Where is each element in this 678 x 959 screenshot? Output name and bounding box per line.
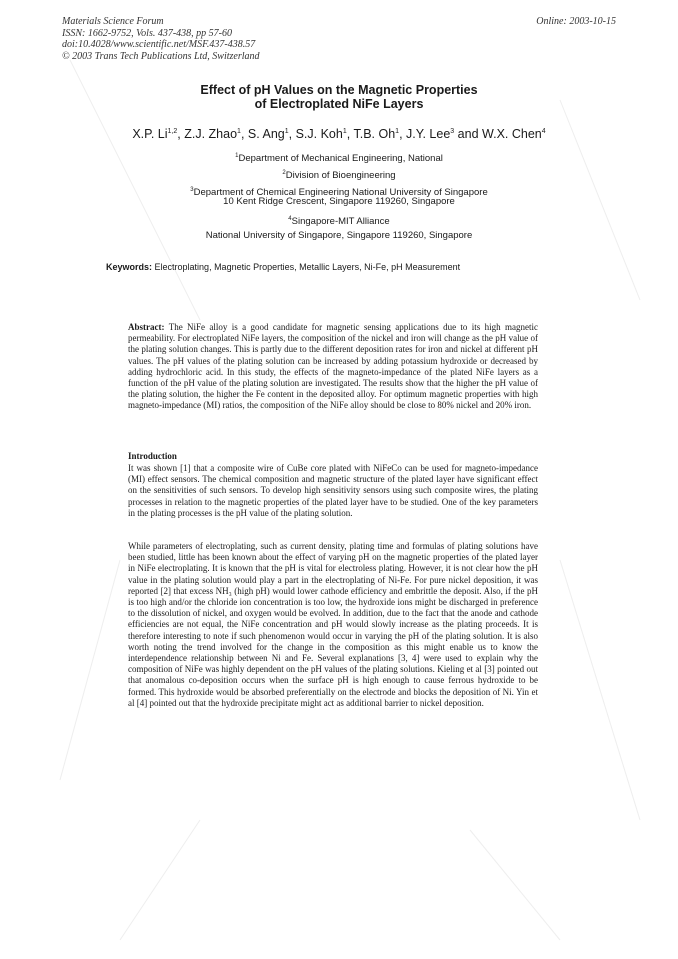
author: S.J. Koh$^1$ bbox=[295, 127, 347, 141]
introduction-paragraph-1: It was shown [1] that a composite wire of CuBe core plated with NiFeCo can be used for magneto-impedance (MI) effect sensors. The chemical composition and magnetic structure of the plated layer have significant effect on the sensitivities of such sensors. To develop high sensitivity sensors using such composite wires, the plating processes in relation to the magnetic properties of the plated layer have to be studied. One of the key parameters in the plating processes is the pH value of the plating solution. bbox=[128, 463, 538, 518]
author: W.X. Chen$^4$ bbox=[482, 127, 546, 141]
abstract-text: The NiFe alloy is a good candidate for magnetic sensing applications due to its high magnetic permeability. For electroplated NiFe layers, the composition of the nickel and iron will change as the pH value of the plating solution changes. This is partly due to the different deposition rates for iron and nickel at different pH values. The pH values of the plating solution can be increased by adding potassium hydroxide or decreased by adding hydrochloric acid. In this study, the effects of the magneto-impedance of the plated NiFe layers as a function of the pH value of the plating solution are investigated. The results show that the higher the pH value of the plating solution, the higher the Fe content in the deposited alloy. For optimum magnetic properties with high magneto-impedance (MI) ratios, the composition of the NiFe alloy should be close to 80% nickel and 20% iron. bbox=[128, 322, 538, 411]
affiliation-5: National University of Singapore, Singapore 119260, Singapore bbox=[205, 230, 473, 241]
author: T.B. Oh$^1$ bbox=[353, 127, 400, 141]
affiliation-4: $^4$Singapore-MIT Alliance bbox=[288, 216, 390, 228]
doi-line[interactable]: doi:10.4028/www.scientific.net/MSF.437-438.57 bbox=[62, 39, 256, 50]
title-line-1: Effect of pH Values on the Magnetic Properties bbox=[200, 83, 478, 97]
journal-name: Materials Science Forum bbox=[62, 16, 164, 27]
keywords-label: Keywords: bbox=[106, 262, 153, 272]
keywords-line bbox=[106, 262, 576, 272]
author: X.P. Li$^{1,2}$ bbox=[132, 127, 178, 141]
paper-title bbox=[100, 83, 578, 111]
introduction-paragraph-2: While parameters of electroplating, such as current density, plating time and formulas of plating solutions have been studied, little has been known about the effect of varying pH on the magnetic properties of the plated layer in NiFe electroplating. It is known that the pH is vital for electroless plating. However, it is not clear how the pH value in the plating solution would play a part in the electroplating of Ni-Fe. For pure nickel deposition, it was reported [2] that excess NH₃ (high pH) would lower cathode efficiency and embrittle the deposit. Also, if the pH is too high and/or the chloride ion concentration is too low, the hydroxide ions might be discharged in preference to the dissolution of nickel, and oxygen would be evolved. In addition, due to the fact that the anode and cathode efficiencies are not equal, the NiFe concentration and pH would slowly increase as the plating proceeds. It is therefore interesting to note if such phenomenon would occur in varying the pH of the plating solution. It is also worth noting the trend involved for the change in the composition as this might enable us to know the interdependence relationship between Ni and Fe. Several explanations [3, 4] were used to explain why the composition of NiFe was highly dependent on the pH values of the plating solutions. Kieling et al [3] pointed out that anomalous co-deposition occurs when the surface pH is high enough to cause ferrous hydroxide to be formed. This hydroxide would be absorbed preferentially on the electrode and blocks the deposition of Ni. Yin et al [4] pointed out that the hydroxide precipitate might act as additional barrier to nickel deposition. bbox=[128, 541, 538, 708]
author: Z.J. Zhao$^1$ bbox=[184, 127, 241, 141]
journal-header bbox=[62, 16, 260, 62]
affiliation-1: $^1$Department of Mechanical Engineering, National bbox=[235, 153, 443, 165]
author: J.Y. Lee$^3$ bbox=[406, 127, 455, 141]
online-date: Online: 2003-10-15 bbox=[536, 16, 616, 27]
keywords-text: Electroplating, Magnetic Properties, Metallic Layers, Ni-Fe, pH Measurement bbox=[154, 262, 461, 272]
affiliation-2: $^2$Division of Bioengineering bbox=[282, 170, 396, 182]
author-list: X.P. Li$^{1,2}$, Z.J. Zhao$^1$, S. Ang$^1$, S.J. Koh$^1$, T.B. Oh$^1$, J.Y. Lee$^3$ and W.X. Chen$^4$ bbox=[132, 127, 546, 141]
copyright-line: © 2003 Trans Tech Publications Ltd, Switzerland bbox=[62, 50, 260, 62]
title-line-2: of Electroplated NiFe Layers bbox=[254, 97, 424, 111]
abstract bbox=[128, 322, 538, 412]
author: S. Ang$^1$ bbox=[247, 127, 289, 141]
issn-line: ISSN: 1662-9752, Vols. 437-438, pp 57-60 bbox=[62, 27, 232, 39]
affiliation-3-address: 10 Kent Ridge Crescent, Singapore 119260, Singapore bbox=[223, 196, 455, 207]
introduction-heading: Introduction bbox=[128, 451, 177, 461]
abstract-label: Abstract: bbox=[128, 322, 165, 332]
affiliation-3: $^3$Department of Chemical Engineering National University of Singapore bbox=[190, 187, 488, 199]
